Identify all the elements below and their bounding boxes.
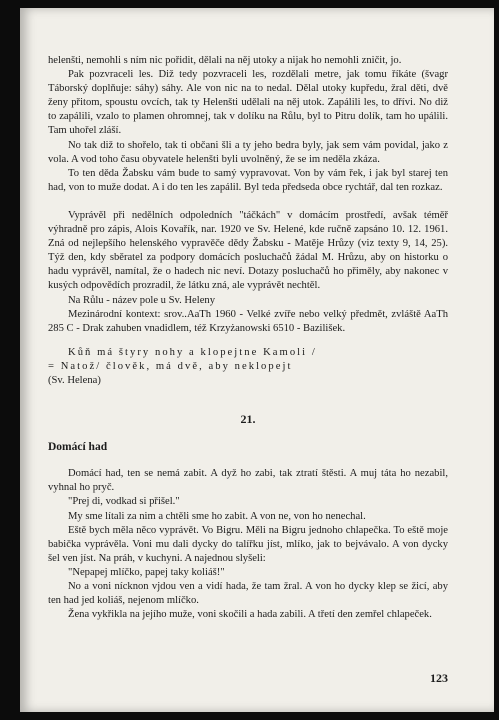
paragraph: Pak pozvraceli les. Diž tedy pozvraceli les, rozdělali metre, jak tomu říkáte (švagr Táborský doplňuje: sáhy) sáhy. Ale von nic na to nedal. Dělal utoky kupředu, žral děti, dvě ženy přitom, spoustu ovcích, tak ty Helenšti udělali na něj utok. Zapálili les, to dřívi. No diž to zapálili, vzalo to plamen ohromnej, tak v dolíku na Růlu, byl to Pitru dolík, tam ho upálili. Tam uhořel zláší. [48, 69, 448, 137]
story-paragraph: No a voni nícknon vjdou ven a vidí hada, že tam žral. A von ho dycky klep se žicí, aby ten had jed koliáš, nejenom mlíčko. [48, 581, 448, 607]
source-line: (Sv. Helena) [48, 374, 101, 386]
book-page [20, 8, 494, 712]
page-text-block [48, 54, 448, 622]
story-paragraph: "Prej di, vodkad si přišel." [68, 496, 180, 508]
story-paragraph: Domácí had, ten se nemá zabit. A dyž ho zabi, tak ztratí štěsti. A muj táta ho nezabil, vyhnal ho pryč. [48, 468, 448, 494]
story-paragraph: "Nepapej mlíčko, papej taky koliáš!" [68, 566, 225, 578]
story-paragraph: My sme lítali za nim a chtěli sme ho zabit. A von ne, von ho nenechal. [68, 510, 366, 522]
proverb-line: = Natož/ člověk, má dvě, aby neklopejt [48, 360, 293, 372]
paragraph: helenšti, nemohli s ním nic pořidit, dělali na něj utoky a nijak ho nemohli zničit, jo. [48, 55, 402, 66]
note-paragraph: Mezinárodní kontext: srov..AaTh 1960 - Velké zvíře nebo velký předmět, zvláště AaTh 285 C - Drak zahuben vnadidlem, též Krzyżanowski 6510 - Bazilišek. [48, 308, 448, 334]
paragraph: To ten děda Žabsku vám bude to samý vypravovat. Von by vám řek, i jak byl starej ten had, von to muže dodat. A i do ten les zapálil. Byl teda předseda obce rychtář, dal ten rozkaz. [48, 167, 448, 193]
story-title: Domácí had [48, 441, 108, 454]
note-paragraph: Vyprávěl při nedělních odpoledních "táčkách" v domácím prostředí, avšak téměř výhradně pro zápis, Alois Kovařík, nar. 1920 ve Sv. Helené, kde ručně zapsáno 10. 12. 1961. Zná od nejlepšího helenského vypravěče dědy Žabsku - Matěje Hrůzy (viz texty 9, 14, 25). Týž den, kdy sběratel za podpory domácích posluchačů žádal M. Hrůzu, aby on historku o hadu vyprávěl, namítal, že o hadech nic neví. Dotazy posluchačů ho přiměly, aby nakonec v kusých odpovědích prozradil, že látku zná, ale vyprávět nechtěl. [48, 209, 448, 292]
paragraph: No tak diž to shořelo, tak ti občani šli a ty jeho bedra byly, jak sem vám povidal, jako z vola. A vod toho času obyvatele helenšti byli uvolněný, že se im neděla zkáza. [48, 139, 448, 165]
story-paragraph: Žena vykřikla na jejího muže, voni skočili a hada zabili. A třetí den zemřel chlapeček. [68, 609, 432, 621]
story-paragraph: Eště bych měla něco vyprávět. Vo Bigru. Měli na Bigru jednoho chlapečka. To eště moje babička vyprávěla. Voni mu dali dycky do talířku jíst, mlíko, jak to bejvávalo. A von dycky šel ven jíst. Na práh, v kuchyni. A najednou slyšeli: [48, 524, 448, 564]
note-paragraph: Na Růlu - název pole u Sv. Heleny [68, 294, 215, 306]
page-number: 123 [430, 671, 448, 685]
chapter-number: 21. [240, 412, 256, 427]
proverb-line: Kůň má štyry nohy a klopejtne Kamoli / [68, 346, 317, 358]
